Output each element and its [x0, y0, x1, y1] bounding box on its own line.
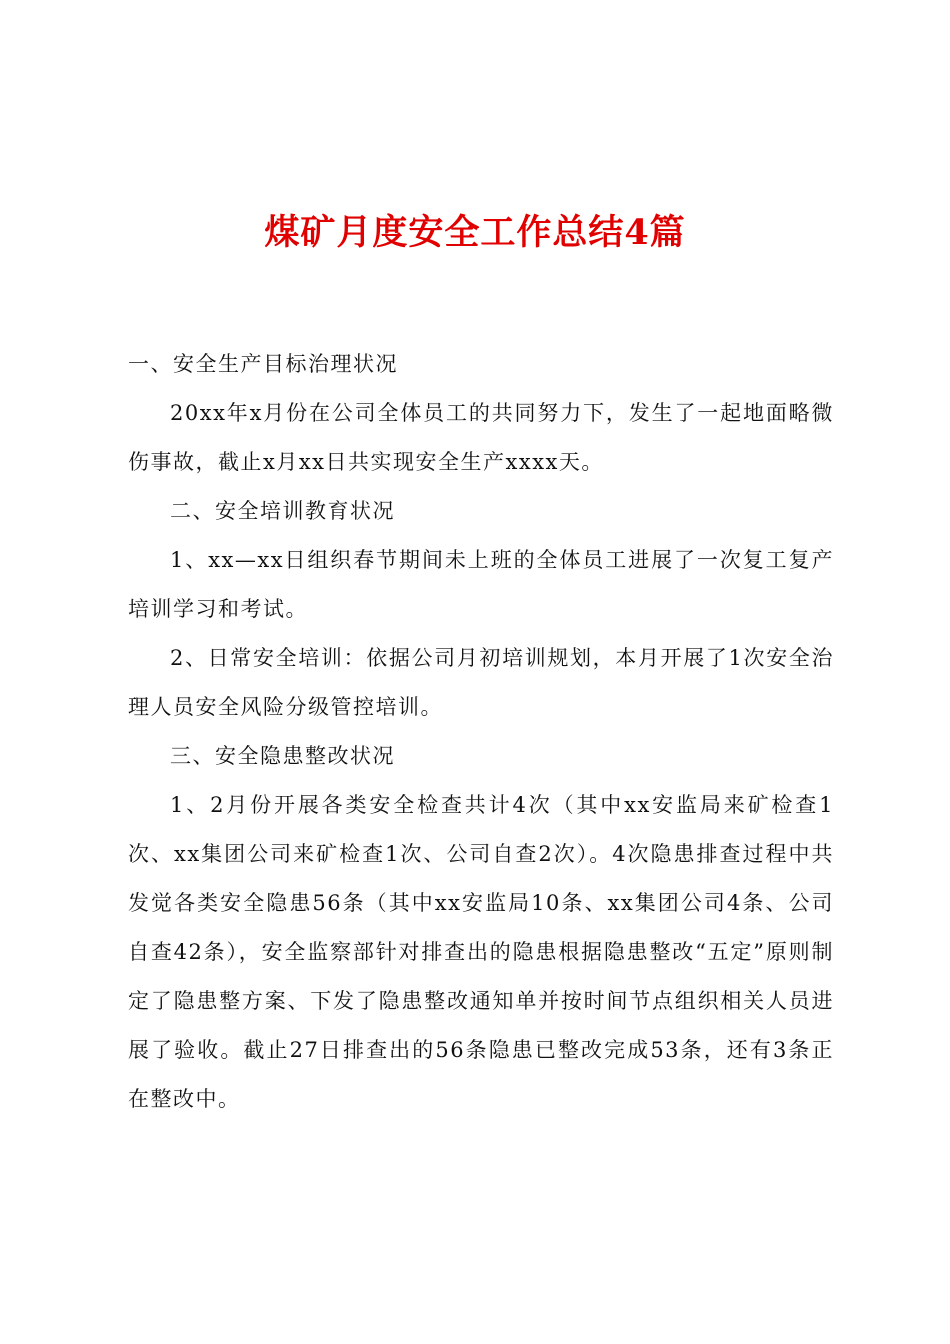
paragraph: 1、xx—xx日组织春节期间未上班的全体员工进展了一次复工复产培训学习和考试。 — [128, 548, 834, 621]
section-heading-1: 一、安全生产目标治理状况 — [128, 352, 398, 376]
paragraph: 2、日常安全培训：依据公司月初培训规划，本月开展了1次安全治理人员安全风险分级管控培训。 — [128, 646, 834, 719]
document-body — [128, 340, 834, 1124]
section-heading-2: 二、安全培训教育状况 — [170, 499, 395, 523]
paragraph: 1、2月份开展各类安全检查共计4次（其中xx安监局来矿检查1次、xx集团公司来矿检查1次、公司自查2次）。4次隐患排查过程中共发觉各类安全隐患56条（其中xx安监局10条、xx集团公司4条、公司自查42条），安全监察部针对排查出的隐患根据隐患整改“五定”原则制定了隐患整方案、下发了隐患整改通知单并按时间节点组织相关人员进展了验收。截止27日排查出的56条隐患已整改完成53条，还有3条正在整改中。 — [128, 793, 834, 1111]
paragraph: 20xx年x月份在公司全体员工的共同努力下，发生了一起地面略微伤事故，截止x月xx日共实现安全生产xxxx天。 — [128, 401, 834, 474]
section-heading-3: 三、安全隐患整改状况 — [170, 744, 395, 768]
document-title: 煤矿月度安全工作总结4篇 — [264, 212, 686, 253]
